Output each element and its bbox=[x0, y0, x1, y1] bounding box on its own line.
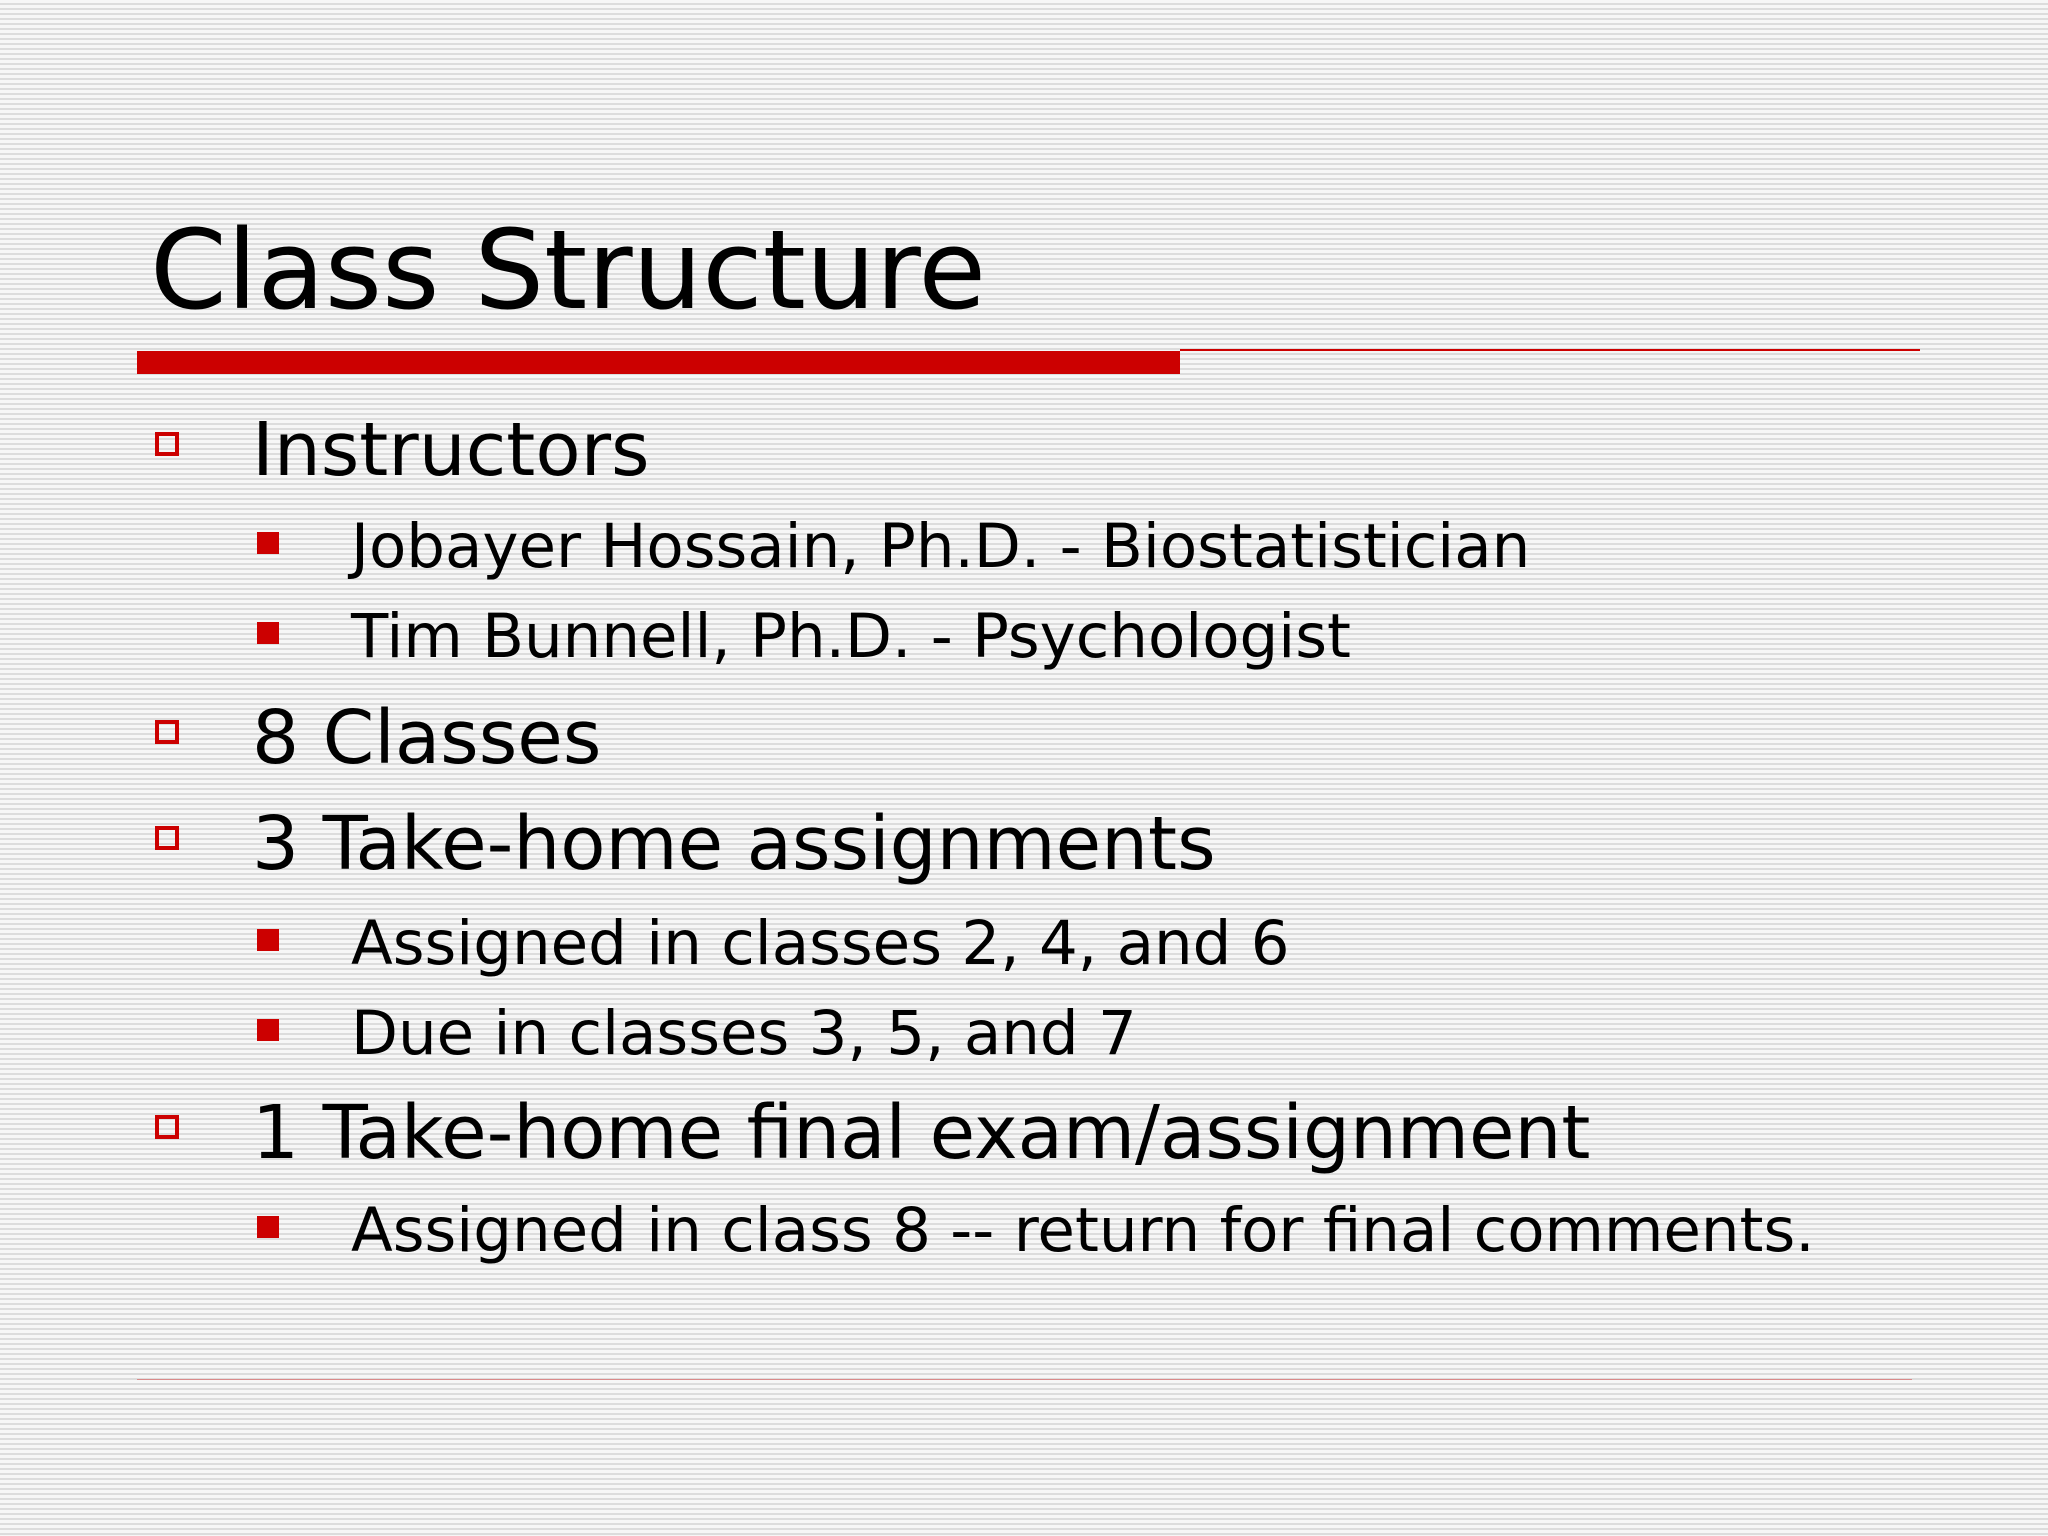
hollow-square-bullet-icon bbox=[155, 826, 179, 850]
bullet-assignments: 3 Take-home assignments bbox=[252, 801, 1216, 887]
title-underline-thin bbox=[1180, 349, 1920, 351]
filled-square-bullet-icon bbox=[257, 532, 279, 554]
sub-bullet-instructor-2: Tim Bunnell, Ph.D. - Psychologist bbox=[351, 601, 1351, 672]
sub-bullet-final-assigned: Assigned in class 8 -- return for final comments. bbox=[351, 1195, 1815, 1266]
filled-square-bullet-icon bbox=[257, 1019, 279, 1041]
bullet-final-exam: 1 Take-home final exam/assignment bbox=[252, 1090, 1591, 1176]
slide-title: Class Structure bbox=[150, 206, 987, 334]
filled-square-bullet-icon bbox=[257, 1216, 279, 1238]
sub-bullet-assigned-classes: Assigned in classes 2, 4, and 6 bbox=[351, 908, 1290, 979]
title-underline-thick bbox=[137, 351, 1180, 374]
hollow-square-bullet-icon bbox=[155, 1115, 179, 1139]
hollow-square-bullet-icon bbox=[155, 432, 179, 456]
sub-bullet-due-classes: Due in classes 3, 5, and 7 bbox=[351, 998, 1137, 1069]
sub-bullet-instructor-1: Jobayer Hossain, Ph.D. - Biostatistician bbox=[351, 511, 1531, 582]
footer-divider bbox=[137, 1379, 1912, 1380]
bullet-classes: 8 Classes bbox=[252, 695, 602, 781]
filled-square-bullet-icon bbox=[257, 929, 279, 951]
filled-square-bullet-icon bbox=[257, 622, 279, 644]
bullet-instructors: Instructors bbox=[252, 407, 650, 493]
hollow-square-bullet-icon bbox=[155, 720, 179, 744]
